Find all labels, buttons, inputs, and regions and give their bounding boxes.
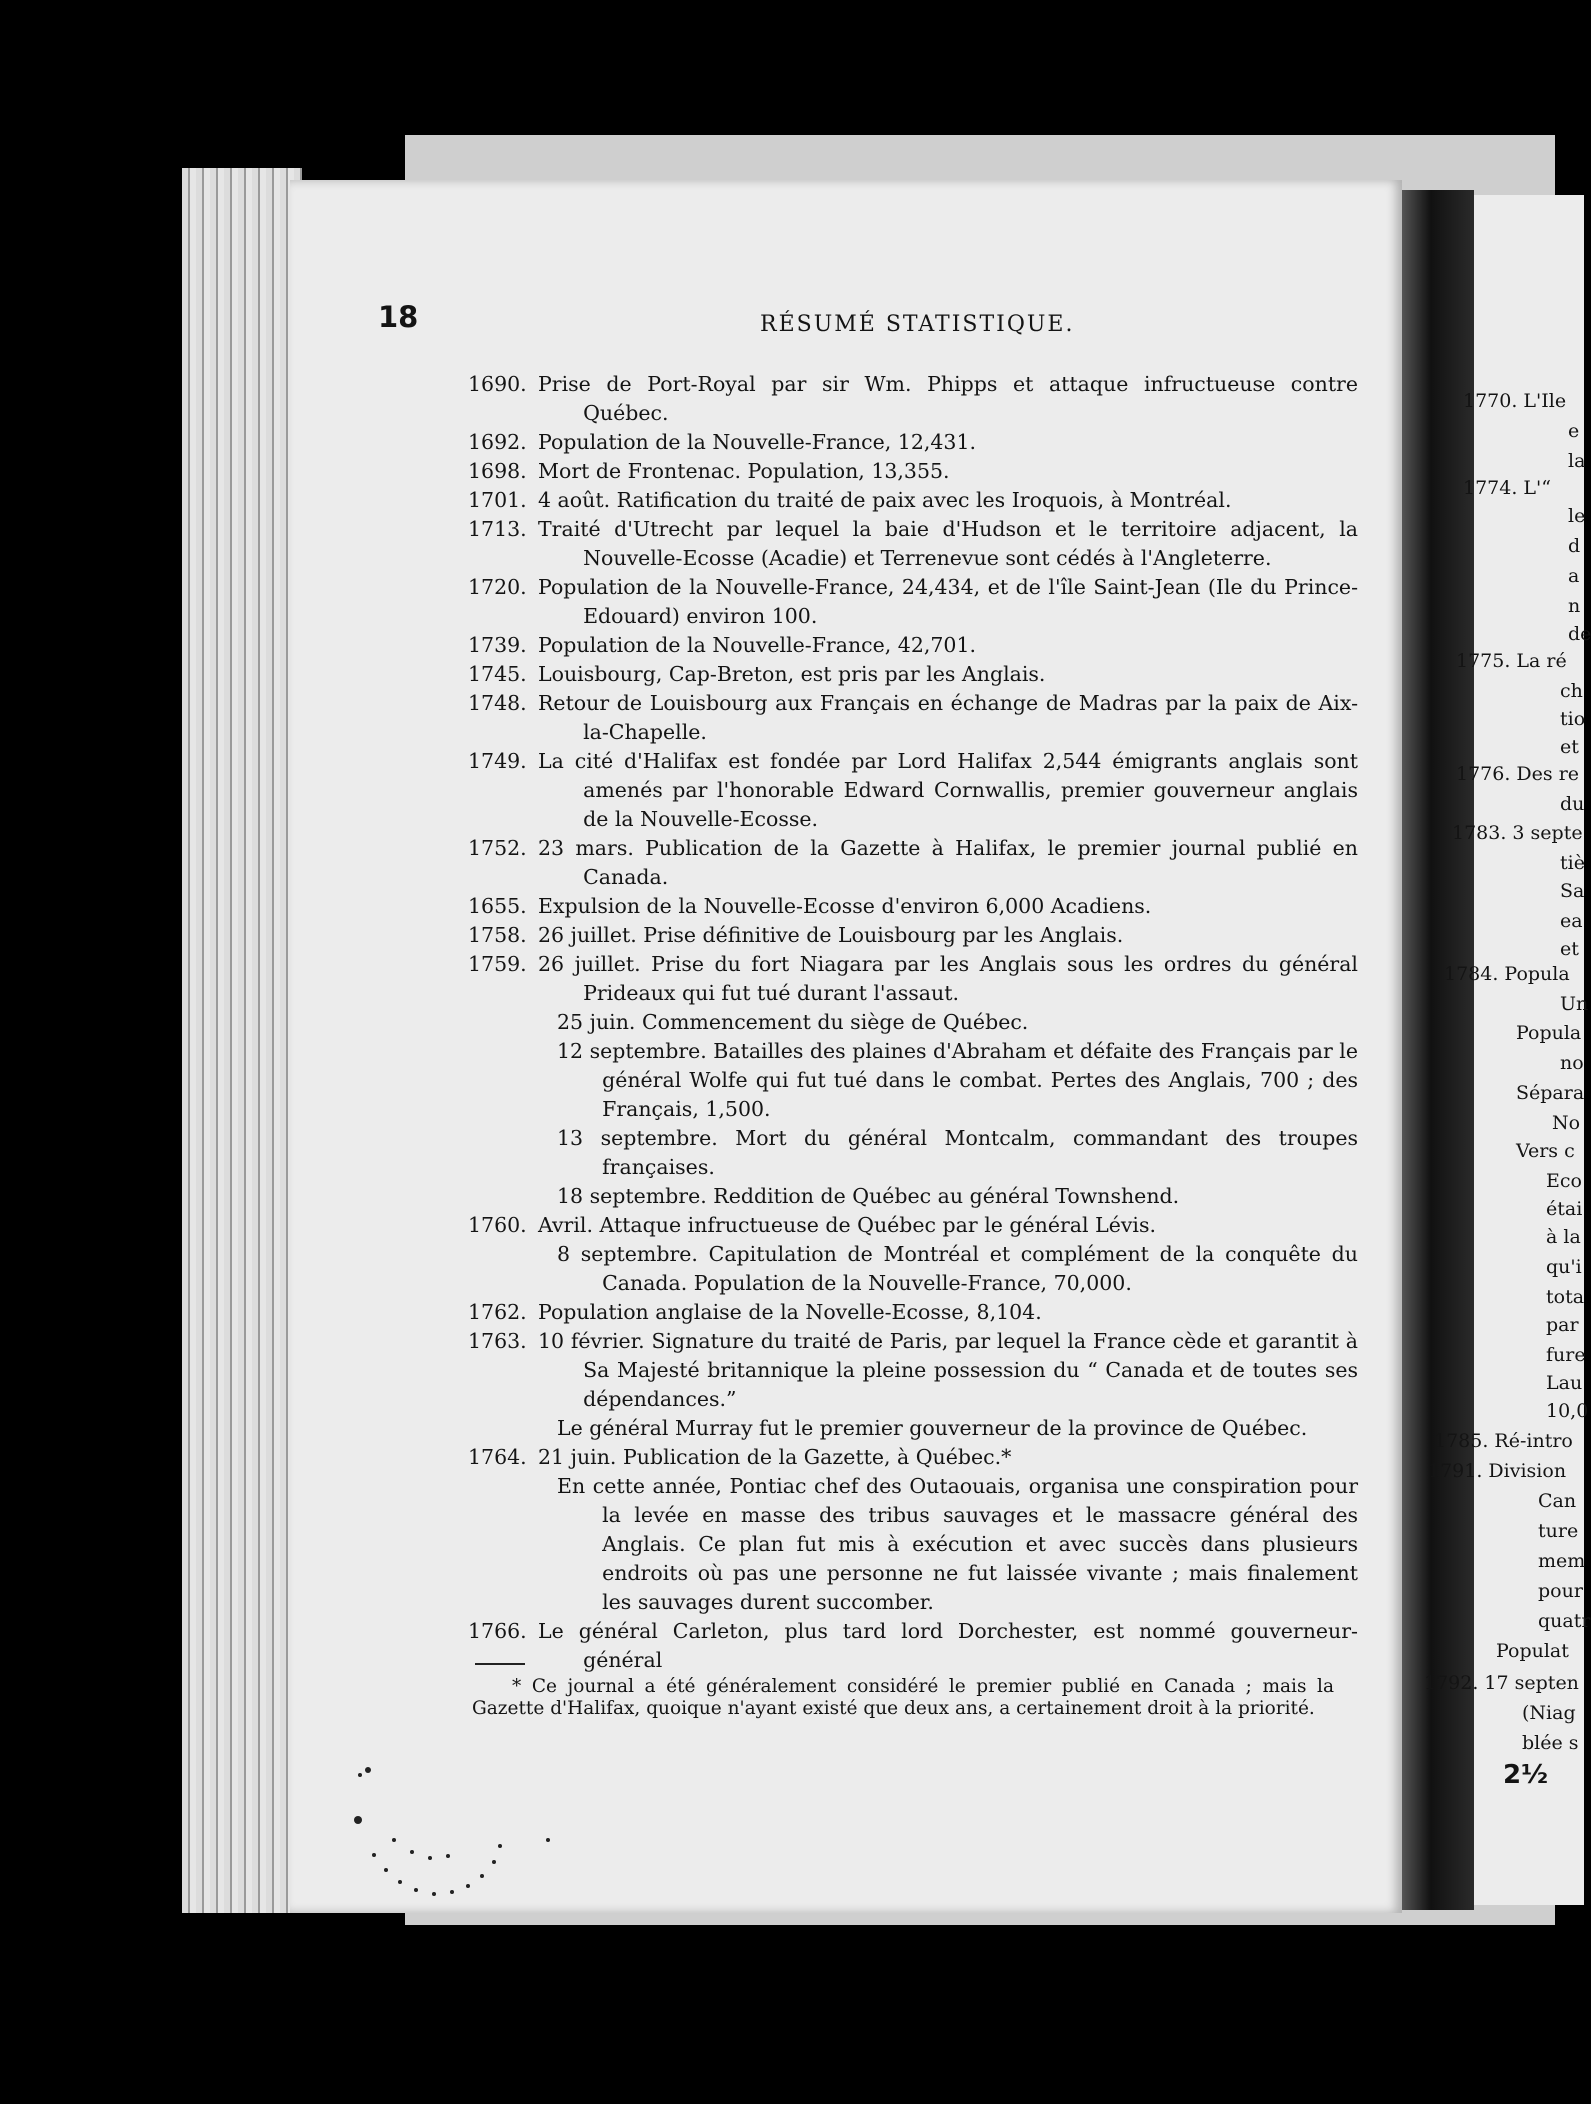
- right-line: par: [1546, 1314, 1579, 1336]
- right-line: no: [1560, 1052, 1584, 1074]
- entry-1760-capitulation: 8 septembre. Capitulation de Montréal et complément de la conquête du Canada. Population de la Nouvelle-France, 70,000.: [557, 1242, 1358, 1295]
- right-line: ch: [1560, 680, 1583, 702]
- entry-text: 4 août. Ratification du traité de paix avec les Iroquois, à Montréal.: [538, 488, 1232, 512]
- entry-year: 1748.: [468, 691, 527, 715]
- entry-1692: [468, 428, 1358, 457]
- footnote-rule: [475, 1663, 525, 1665]
- right-page-signature-mark: 2½: [1503, 1760, 1549, 1790]
- entry-1749: [468, 747, 1358, 834]
- entry-1698: [468, 457, 1358, 486]
- entry-text: Population anglaise de la Novelle-Ecosse, 8,104.: [538, 1300, 1042, 1324]
- right-line: 1792. 17 septen: [1424, 1672, 1579, 1694]
- right-line: Sa: [1560, 880, 1585, 902]
- entry-year: 1692.: [468, 430, 527, 454]
- entry-text: 10 février. Signature du traité de Paris, par lequel la France cède et garantit à Sa Majesté britannique la pleine possession du “ Canada et de toutes ses dépendances.”: [538, 1329, 1358, 1411]
- entry-1763: [468, 1327, 1358, 1414]
- right-line: 10,0: [1546, 1400, 1589, 1422]
- right-line: quatr: [1538, 1610, 1591, 1632]
- page-stack-edges: [182, 168, 302, 1913]
- right-line: Eco: [1546, 1170, 1582, 1192]
- right-line: Lau: [1546, 1372, 1583, 1394]
- entry-text: Prise de Port-Royal par sir Wm. Phipps et attaque infructueuse contre Québec.: [538, 372, 1358, 425]
- right-line: a: [1568, 565, 1580, 587]
- entry-1759: [468, 950, 1358, 1008]
- right-line: 1783. 3 septe: [1452, 822, 1583, 844]
- entry-1762: [468, 1298, 1358, 1327]
- entry-text: Traité d'Utrecht par lequel la baie d'Hudson et le territoire adjacent, la Nouvelle-Ecosse (Acadie) et Terrenevue sont cédés à l'Angleterre.: [538, 517, 1358, 570]
- right-line: qu'i: [1546, 1256, 1582, 1278]
- entry-year: 1762.: [468, 1300, 527, 1324]
- entry-1720: [468, 573, 1358, 631]
- entry-year: 1763.: [468, 1329, 527, 1353]
- entry-year: 1758.: [468, 923, 527, 947]
- right-line: Un: [1560, 993, 1589, 1015]
- right-line: ture: [1538, 1520, 1579, 1542]
- entry-year: 1698.: [468, 459, 527, 483]
- right-line: Vers c: [1516, 1140, 1575, 1162]
- entry-1759-siege: 25 juin. Commencement du siège de Québec.: [557, 1010, 1029, 1034]
- entry-year: 1760.: [468, 1213, 527, 1237]
- entry-1745: [468, 660, 1358, 689]
- entry-1764-pontiac: En cette année, Pontiac chef des Outaouais, organisa une conspiration pour la levée en masse des tribus sauvages et le massacre général des Anglais. Ce plan fut mis à exécution et avec succès dans plusieurs endroits où pas une personne ne fut laissée vivante ; mais finalement les sauvages durent succomber.: [557, 1474, 1358, 1614]
- right-line: (Niag: [1522, 1702, 1576, 1724]
- entry-1690: [468, 370, 1358, 428]
- right-line: 1791. Division: [1428, 1460, 1567, 1482]
- right-line: à la: [1546, 1226, 1581, 1248]
- entry-1713: [468, 515, 1358, 573]
- right-line: 1775. La ré: [1456, 650, 1567, 672]
- entry-year: 1713.: [468, 517, 527, 541]
- entry-text: Mort de Frontenac. Population, 13,355.: [538, 459, 950, 483]
- entry-1764: [468, 1443, 1358, 1472]
- right-line: No: [1552, 1112, 1581, 1134]
- entry-text: Retour de Louisbourg aux Français en échange de Madras par la paix de Aix-la-Chapelle.: [538, 691, 1358, 744]
- entry-1758: [468, 921, 1358, 950]
- entry-year: 1739.: [468, 633, 527, 657]
- right-line: e: [1568, 420, 1580, 442]
- right-line: Popula: [1516, 1022, 1582, 1044]
- right-line: Populat: [1496, 1640, 1569, 1662]
- right-line: n: [1568, 595, 1581, 617]
- entry-1748: [468, 689, 1358, 747]
- right-line: du: [1560, 793, 1585, 815]
- entry-year: 1764.: [468, 1445, 527, 1469]
- entry-1701: [468, 486, 1358, 515]
- right-line: 1770. L'Ile: [1463, 390, 1567, 412]
- entry-1766: [468, 1617, 1358, 1675]
- right-line: 1776. Des re: [1456, 763, 1580, 785]
- entry-year: 1690.: [468, 372, 527, 396]
- right-line: Can: [1538, 1490, 1577, 1512]
- right-line: étai: [1546, 1198, 1583, 1220]
- right-line: de: [1568, 623, 1591, 645]
- right-line: mem: [1538, 1550, 1586, 1572]
- right-line: la: [1568, 450, 1586, 472]
- entry-year: 1766.: [468, 1619, 527, 1643]
- right-line: tiè: [1560, 852, 1585, 874]
- chronology-list: [468, 370, 1358, 1675]
- entry-1752: [468, 834, 1358, 892]
- entry-year: 1752.: [468, 836, 527, 860]
- right-line: pour: [1538, 1580, 1583, 1602]
- right-line: 1784. Popula: [1444, 963, 1570, 985]
- entry-year: 1720.: [468, 575, 527, 599]
- book-gutter: [1402, 190, 1474, 1910]
- entry-1763-murray: Le général Murray fut le premier gouverneur de la province de Québec.: [557, 1416, 1308, 1440]
- right-line: ea: [1560, 910, 1583, 932]
- page-title: RÉSUMÉ STATISTIQUE.: [760, 312, 1075, 337]
- entry-year: 1745.: [468, 662, 527, 686]
- entry-1655: [468, 892, 1358, 921]
- right-line: 1774. L'“: [1463, 477, 1551, 499]
- entry-text: La cité d'Halifax est fondée par Lord Halifax 2,544 émigrants anglais sont amenés par l'honorable Edward Cornwallis, premier gouverneur anglais de la Nouvelle-Ecosse.: [538, 749, 1358, 831]
- right-line: blée s: [1522, 1732, 1579, 1754]
- entry-1759-abraham: 12 septembre. Batailles des plaines d'Abraham et défaite des Français par le général Wolfe qui fut tué dans le combat. Pertes des Anglais, 700 ; des Français, 1,500.: [557, 1039, 1358, 1121]
- entry-text: 26 juillet. Prise définitive de Louisbourg par les Anglais.: [538, 923, 1124, 947]
- entry-text: 23 mars. Publication de la Gazette à Halifax, le premier journal publié en Canada.: [538, 836, 1358, 889]
- entry-text: Avril. Attaque infructueuse de Québec par le général Lévis.: [538, 1213, 1157, 1237]
- entry-1759-montcalm: 13 septembre. Mort du général Montcalm, commandant des troupes françaises.: [557, 1126, 1358, 1179]
- entry-year: 1655.: [468, 894, 527, 918]
- entry-text: Le général Carleton, plus tard lord Dorchester, est nommé gouverneur-général: [538, 1619, 1358, 1672]
- entry-text: 26 juillet. Prise du fort Niagara par les Anglais sous les ordres du général Prideaux qui fut tué durant l'assaut.: [538, 952, 1358, 1005]
- entry-text: Expulsion de la Nouvelle-Ecosse d'environ 6,000 Acadiens.: [538, 894, 1152, 918]
- entry-1759-reddition: 18 septembre. Reddition de Québec au général Townshend.: [557, 1184, 1180, 1208]
- right-line: et: [1560, 736, 1579, 758]
- entry-text: Population de la Nouvelle-France, 12,431.: [538, 430, 977, 454]
- footnote: * Ce journal a été généralement considéré le premier publié en Canada ; mais la Gazette d'Halifax, quoique n'ayant existé que deux ans, a certainement droit à la priorité.: [472, 1676, 1334, 1719]
- right-line: le: [1568, 505, 1586, 527]
- page-number: 18: [378, 300, 419, 334]
- right-line: tio: [1560, 708, 1586, 730]
- entry-1739: [468, 631, 1358, 660]
- right-line: et: [1560, 938, 1579, 960]
- entry-text: Louisbourg, Cap-Breton, est pris par les Anglais.: [538, 662, 1046, 686]
- right-line: fure: [1546, 1344, 1586, 1366]
- entry-text: 21 juin. Publication de la Gazette, à Québec.*: [538, 1445, 1012, 1469]
- entry-text: Population de la Nouvelle-France, 24,434, et de l'île Saint-Jean (Ile du Prince-Edouard) environ 100.: [538, 575, 1358, 628]
- right-line: 1785. Ré-intro: [1434, 1430, 1573, 1452]
- entry-1760: [468, 1211, 1358, 1240]
- right-line: d: [1568, 535, 1581, 557]
- entry-year: 1759.: [468, 952, 527, 976]
- library-stamp-mark: [348, 1760, 568, 1930]
- entry-text: Population de la Nouvelle-France, 42,701.: [538, 633, 977, 657]
- entry-year: 1701.: [468, 488, 527, 512]
- right-line: tota: [1546, 1286, 1585, 1308]
- entry-year: 1749.: [468, 749, 527, 773]
- right-line: Sépara: [1516, 1082, 1585, 1104]
